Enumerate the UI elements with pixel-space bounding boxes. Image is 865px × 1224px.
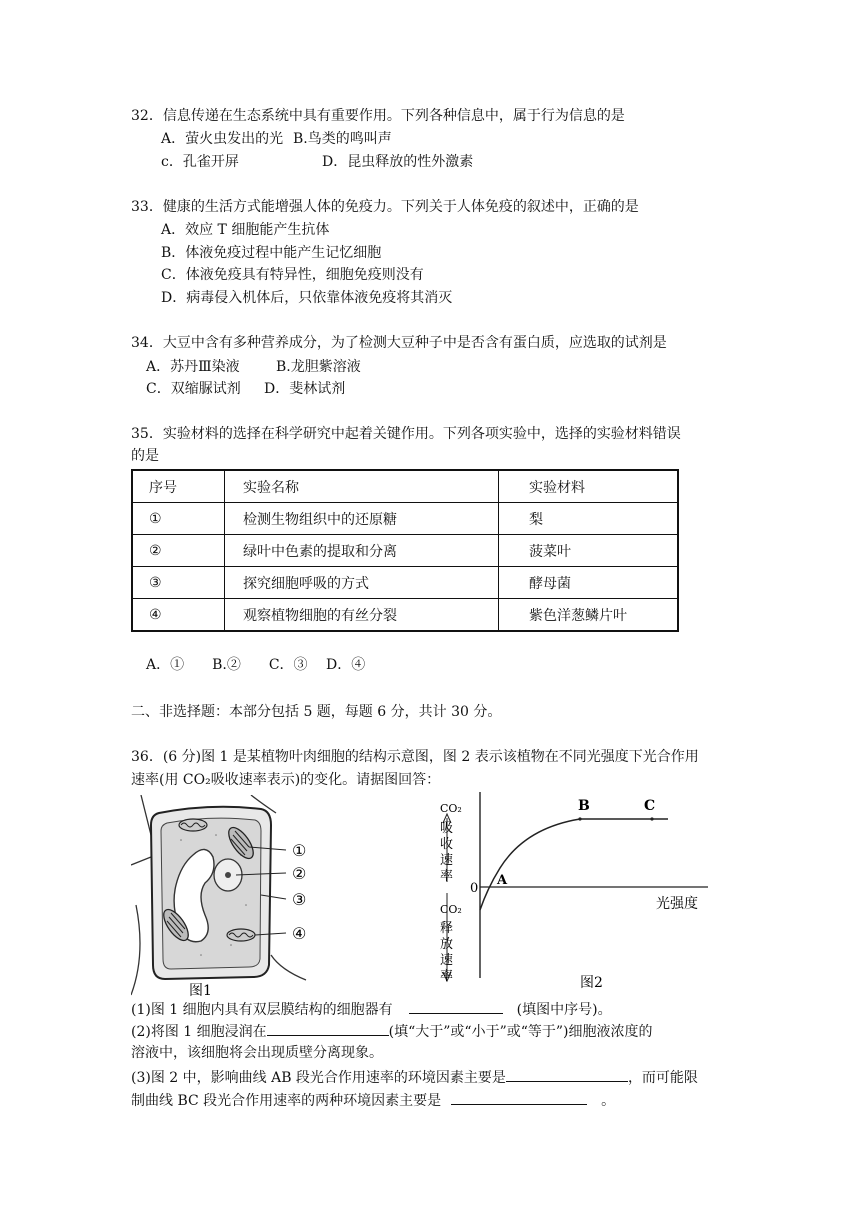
fig2-y-top-char: 收 — [440, 837, 454, 852]
table-cell: 检测生物组织中的还原糖 — [225, 503, 499, 535]
fig2-y-top-char: 率 — [440, 869, 454, 884]
table-cell: 观察植物细胞的有丝分裂 — [225, 599, 499, 632]
q36-part2-text: (2)将图 1 细胞浸润在 — [131, 1024, 267, 1040]
fig2-point-a: A — [497, 873, 508, 888]
fig2-x-label: 光强度 — [656, 896, 698, 912]
q33-option-b: B．体液免疫过程中能产生记忆细胞 — [161, 245, 382, 261]
q35-stem-continued: 的是 — [131, 448, 159, 464]
table-header-cell: 实验材料 — [499, 470, 679, 503]
q36-part3-text-end: ，而可能限 — [627, 1070, 698, 1086]
q36-part3-text: (3)图 2 中，影响曲线 AB 段光合作用速率的环境因素主要是 — [131, 1070, 506, 1086]
q36-part1 — [131, 998, 612, 1020]
q36-part2 — [131, 1020, 653, 1042]
answer-blank-2[interactable] — [267, 1020, 389, 1036]
fig1-label-1: ① — [292, 841, 307, 860]
q34-stem: 34．大豆中含有多种营养成分，为了检测大豆种子中是否含有蛋白质，应选取的试剂是 — [131, 335, 667, 351]
table-row — [132, 567, 678, 599]
table-row — [132, 535, 678, 567]
table-cell: 探究细胞呼吸的方式 — [225, 567, 499, 599]
q36-part2-continued: 溶液中，该细胞将会出现质壁分离现象。 — [131, 1045, 383, 1061]
fig2-point-b: B — [578, 798, 590, 814]
fig1-label-2: ② — [292, 864, 307, 883]
table-row — [132, 599, 678, 632]
q33-option-a: A．效应 T 细胞能产生抗体 — [161, 222, 330, 238]
table-header-cell: 序号 — [132, 470, 225, 503]
table-cell: 绿叶中色素的提取和分离 — [225, 535, 499, 567]
q32-option-a: A．萤火虫发出的光 — [161, 131, 284, 147]
q32-option-d: D．昆虫释放的性外激素 — [322, 154, 474, 170]
fig1-label-4: ④ — [292, 924, 307, 943]
fig2-y-bottom-char: 放 — [440, 937, 454, 952]
q34-option-b: B.龙胆紫溶液 — [276, 359, 361, 375]
q36-part1-text: (1)图 1 细胞内具有双层膜结构的细胞器有 — [131, 1002, 393, 1018]
fig2-point-c: C — [644, 798, 656, 814]
q36-part3-line2: 制曲线 BC 段光合作用速率的两种环境因素主要是 — [131, 1093, 442, 1109]
fig2-y-top-char: 速 — [440, 853, 454, 868]
q35-options: A．① B.② C．③ D．④ — [146, 657, 366, 673]
q32-option-b: B.鸟类的鸣叫声 — [293, 131, 392, 147]
table-header-cell: 实验名称 — [225, 470, 499, 503]
table-cell: ④ — [132, 599, 225, 632]
fig1-label-3: ③ — [292, 890, 307, 909]
figure-2-light-curve — [430, 792, 720, 997]
table-cell: 梨 — [499, 503, 679, 535]
fig2-y-top-unit: CO₂ — [440, 802, 462, 815]
q32-stem: 32．信息传递在生态系统中具有重要作用。下列各种信息中，属于行为信息的是 — [131, 108, 625, 124]
q35-stem: 35．实验材料的选择在科学研究中起着关键作用。下列各项实验中，选择的实验材料错误 — [131, 426, 681, 442]
fig2-y-top-char: 吸 — [440, 821, 454, 836]
answer-blank-4[interactable] — [451, 1089, 587, 1105]
table-cell: ① — [132, 503, 225, 535]
q33-option-d: D．病毒侵入机体后，只依靠体液免疫将其消灭 — [161, 290, 453, 306]
table-cell: ② — [132, 535, 225, 567]
q34-option-c: C．双缩脲试剂 — [146, 381, 241, 397]
table-header-row — [132, 470, 678, 503]
fig2-y-bottom-char: 率 — [440, 969, 454, 984]
q36-stem-continued: 速率(用 CO₂吸收速率表示)的变化。请据图回答： — [131, 772, 441, 788]
q36-part2-text-end: (填“大于”或“小于”或“等于”)细胞液浓度的 — [388, 1024, 653, 1040]
answer-blank-3[interactable] — [506, 1066, 628, 1082]
q33-option-c: C．体液免疫具有特异性，细胞免疫则没有 — [161, 267, 424, 283]
section-heading: 二、非选择题：本部分包括 5 题，每题 6 分，共计 30 分。 — [131, 704, 502, 720]
fig2-y-bottom-unit: CO₂ — [440, 903, 462, 916]
experiment-table — [131, 469, 679, 632]
q36-part3 — [131, 1066, 698, 1088]
table-cell: 菠菜叶 — [499, 535, 679, 567]
table-cell: 酵母菌 — [499, 567, 679, 599]
q34-option-a: A．苏丹Ⅲ染液 — [146, 359, 240, 375]
fig1-caption: 图1 — [189, 983, 212, 999]
q34-option-d: D．斐林试剂 — [264, 381, 346, 397]
q36-part3-continued — [131, 1089, 615, 1111]
table-cell: 紫色洋葱鳞片叶 — [499, 599, 679, 632]
fig2-y-bottom-char: 释 — [440, 921, 454, 936]
q32-option-c: c．孔雀开屏 — [161, 154, 239, 170]
answer-blank-1[interactable] — [409, 998, 503, 1014]
q36-part3-end: 。 — [601, 1093, 616, 1109]
fig2-caption: 图2 — [580, 975, 603, 991]
table-row — [132, 503, 678, 535]
q36-part1-text-end: (填图中序号)。 — [516, 1002, 612, 1018]
table-cell: ③ — [132, 567, 225, 599]
q33-stem: 33．健康的生活方式能增强人体的免疫力。下列关于人体免疫的叙述中，正确的是 — [131, 199, 639, 215]
figure-1-plant-cell — [131, 795, 341, 1000]
fig2-y-bottom-char: 速 — [440, 953, 454, 968]
q36-stem: 36．(6 分)图 1 是某植物叶肉细胞的结构示意图，图 2 表示该植物在不同光强度下光合作用 — [131, 749, 699, 765]
fig2-origin: 0 — [470, 881, 479, 896]
